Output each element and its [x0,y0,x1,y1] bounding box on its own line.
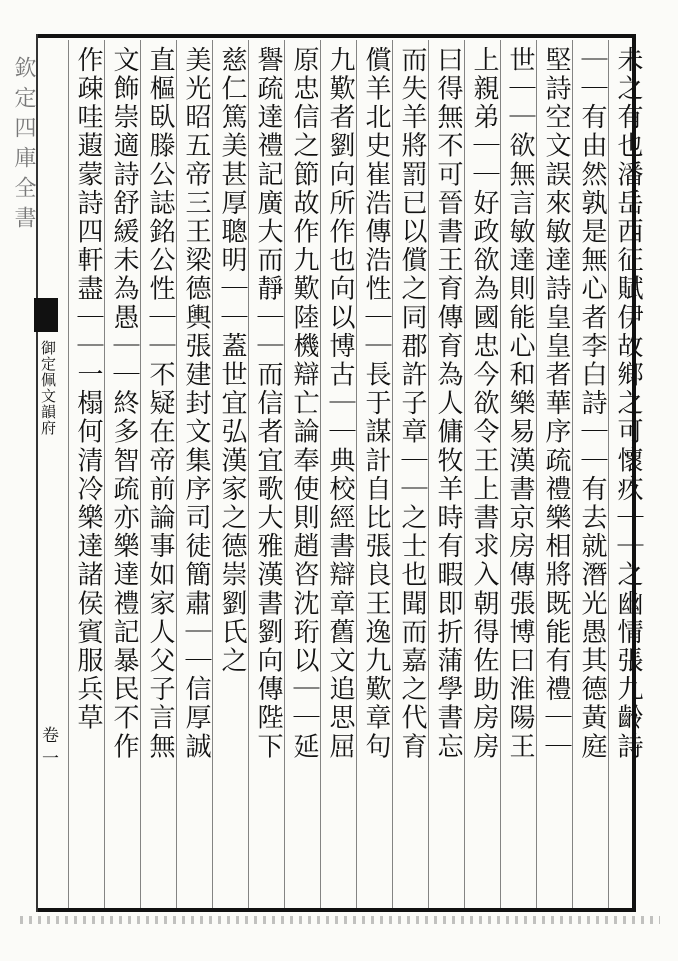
frame-bottom-border [36,908,636,912]
margin-book-title: 御定佩文韻府 [39,340,57,436]
column-rule [68,40,69,908]
text-column: 償羊北史崔浩傳浩性｜｜長于謀計自比張良王逸九歎章句 [361,46,391,761]
text-column: 堅詩空文誤來敏達詩皇皇者華序疏禮樂相將既能有禮｜｜ [541,46,571,761]
text-column: 曰得無不可晉書王育傳育為人傭牧羊時有暇即折蒲學書忘 [433,46,463,761]
text-column: 直樞臥滕公誌銘公性｜｜不疑在帝前論事如家人父子言無 [145,46,175,761]
frame-top-border [36,34,636,38]
scan-edge [20,916,660,924]
text-column: 而失羊將罰已以償之同郡許子章｜｜之士也聞而嘉之代育 [397,46,427,761]
text-column: 未之有也潘岳西征賦伊故鄉之可懷疚｜｜之幽情張九齡詩 [613,46,643,761]
fish-tail-mark [34,298,58,332]
text-column: ｜｜有由然孰是無心者李白詩｜｜有去就潛光愚其德黃庭 [577,46,607,761]
text-column: 原忠信之節故作九歎陸機辯亡論奉使則趙咨沈珩以｜｜延 [289,46,319,761]
margin-title: 欽定四庫全書 [11,56,36,236]
page-number: 卷一 [38,726,58,772]
text-column: 美光昭五帝三王梁德輿張建封文集序司徒簡肅｜｜信厚誠 [181,46,211,761]
text-column: 文飾崇適詩舒緩未為愚｜｜終多智疏亦樂達禮記暴民不作 [109,46,139,761]
text-column: 譽疏達禮記廣大而靜｜｜而信者宜歌大雅漢書劉向傳陛下 [253,46,283,761]
text-column: 慈仁篤美甚厚聰明｜｜蓋世宜弘漢家之德崇劉氏之 [217,46,247,676]
text-column: 世｜｜欲無言敏達則能心和樂易漢書京房傳張博曰淮陽王 [505,46,535,761]
text-column: 作疎哇蕸蒙詩四軒盡｜｜一榻何清冷樂達諸侯賓服兵草 [73,46,103,733]
text-column: 上親弟｜｜好政欲為國忠今欲令王上書求入朝得佐助房房 [469,46,499,761]
text-column: 九歎者劉向所作也向以博古｜｜典校經書辯章舊文追思屈 [325,46,355,761]
